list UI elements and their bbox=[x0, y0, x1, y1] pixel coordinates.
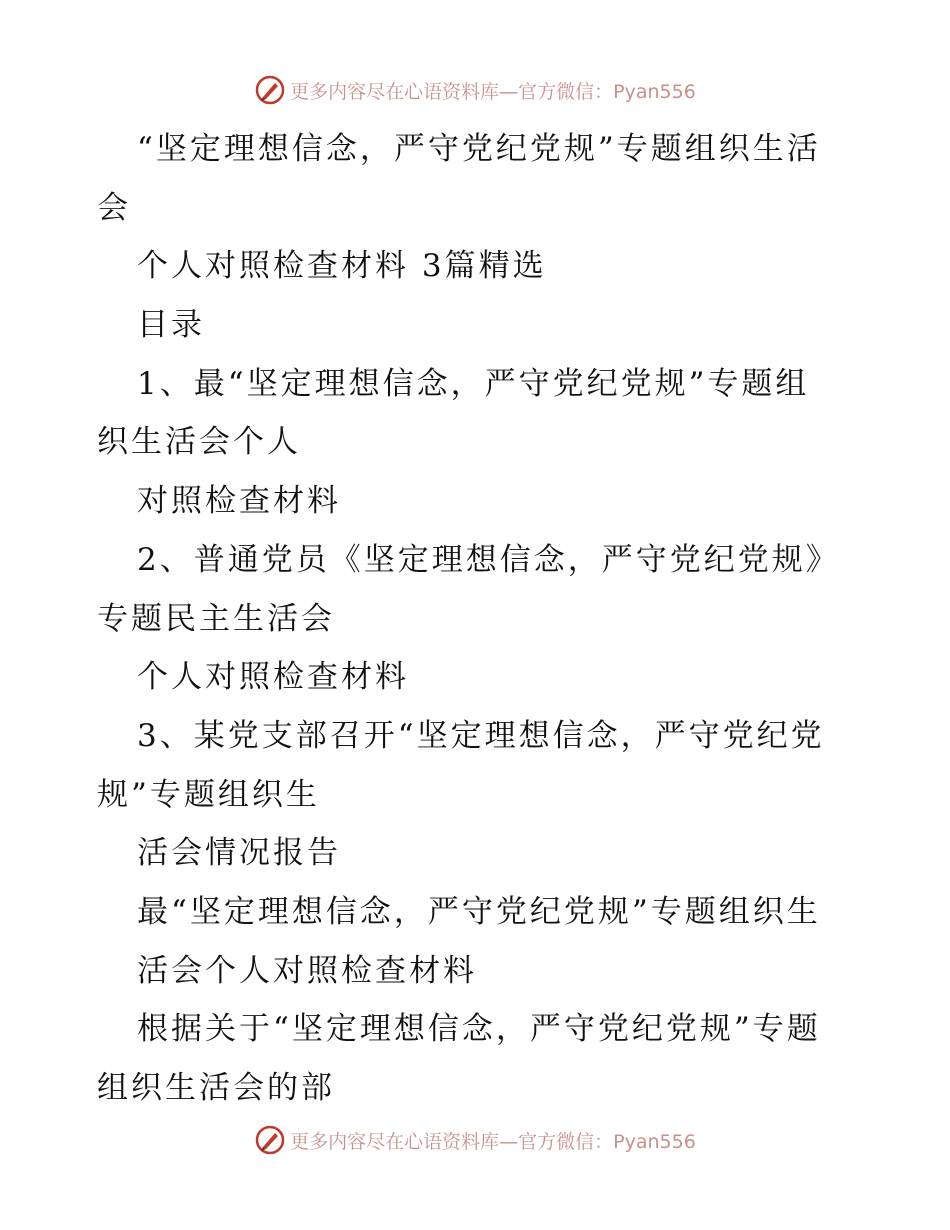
header-watermark-text: 更多内容尽在心语资料库—官方微信：Pyan556 bbox=[290, 80, 696, 103]
quill-pen-logo-icon bbox=[254, 74, 286, 106]
doc-title-line-1: “坚定理想信念，严守党纪党规”专题组织生活 bbox=[137, 131, 821, 167]
toc-item-2-line-3: 个人对照检查材料 bbox=[137, 659, 409, 696]
toc-item-2-line-2: 专题民主生活会 bbox=[97, 600, 335, 637]
toc-item-2-line-1: 2、普通党员《坚定理想信念，严守党纪党规》 bbox=[137, 541, 840, 578]
footer-watermark-banner bbox=[0, 1120, 950, 1160]
toc-item-1-line-3: 对照检查材料 bbox=[137, 483, 341, 520]
doc-title-line-2: 会 bbox=[97, 189, 131, 226]
toc-item-3-line-1: 3、某党支部召开“坚定理想信念，严守党纪党 bbox=[137, 717, 825, 754]
header-watermark-banner bbox=[0, 70, 950, 110]
body-paragraph-line-1: 根据关于“坚定理想信念，严守党纪党规”专题 bbox=[137, 1011, 821, 1048]
toc-item-3-line-3: 活会情况报告 bbox=[137, 835, 341, 872]
doc-subtitle: 个人对照检查材料 3篇精选 bbox=[137, 248, 547, 285]
section-1-heading-line-1: 最“坚定理想信念，严守党纪党规”专题组织生 bbox=[137, 893, 821, 930]
toc-item-1-line-2: 织生活会个人 bbox=[97, 424, 301, 461]
toc-heading: 目录 bbox=[137, 307, 205, 344]
quill-pen-logo-icon bbox=[254, 1124, 286, 1156]
body-paragraph-line-2: 组织生活会的部 bbox=[97, 1070, 335, 1106]
toc-item-1-line-1: 1、最“坚定理想信念，严守党纪党规”专题组 bbox=[137, 365, 810, 402]
footer-watermark-text: 更多内容尽在心语资料库—官方微信：Pyan556 bbox=[290, 1130, 696, 1153]
toc-item-3-line-2: 规”专题组织生 bbox=[97, 776, 320, 813]
section-1-heading-line-2: 活会个人对照检查材料 bbox=[137, 952, 477, 989]
document-body bbox=[97, 120, 857, 1118]
